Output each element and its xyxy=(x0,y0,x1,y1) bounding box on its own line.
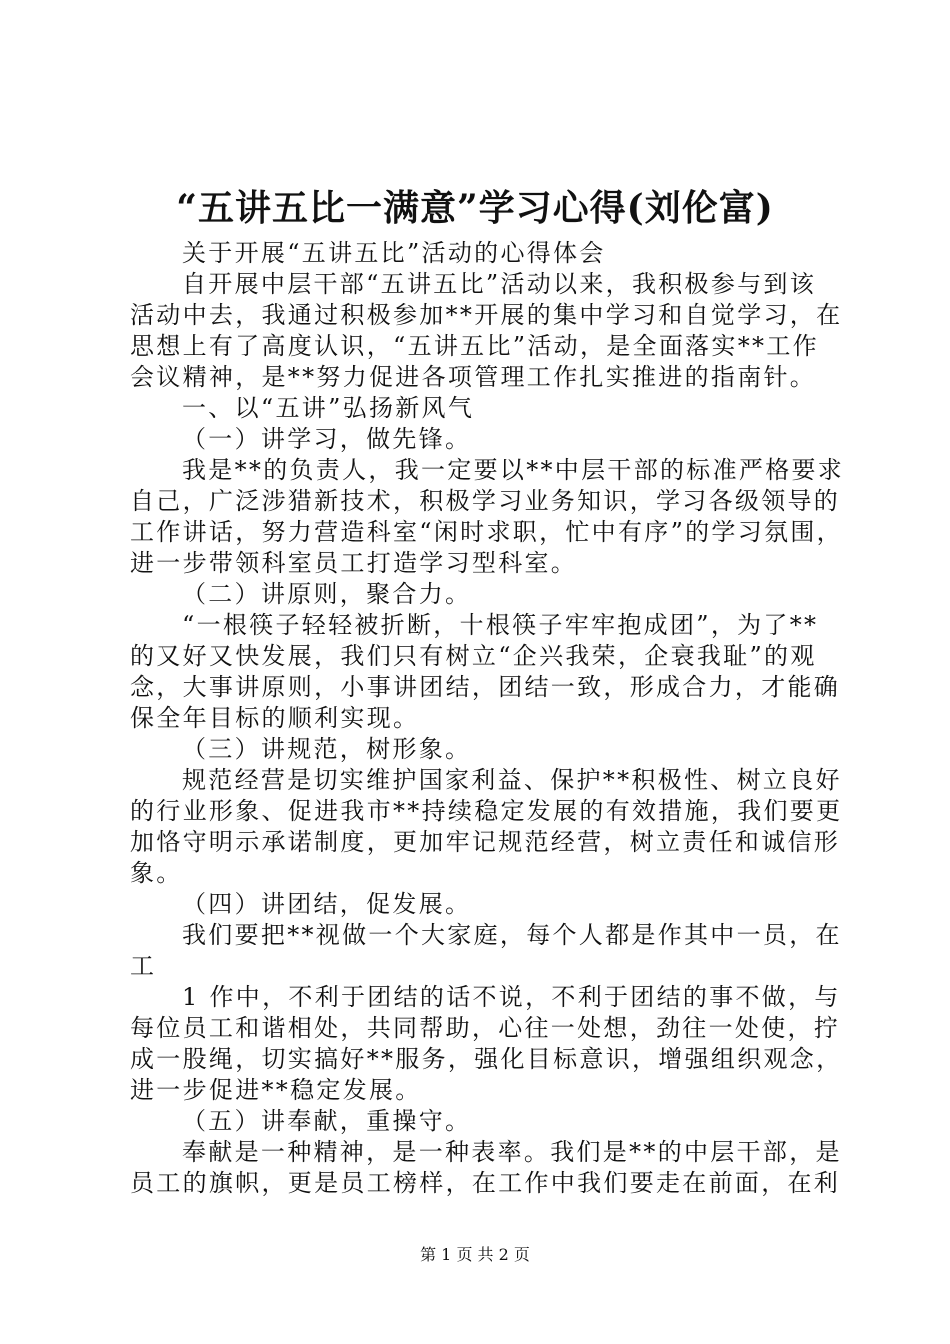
text-line: 进一步带领科室员工打造学习型科室。 xyxy=(130,549,578,577)
subsection-heading: （一）讲学习，做先锋。 xyxy=(182,425,472,453)
subsection-heading: （四）讲团结，促发展。 xyxy=(182,890,472,918)
text-line: 思想上有了高度认识，“五讲五比”活动，是全面落实**工作 xyxy=(130,332,819,360)
text-line: 的行业形象、促进我市**持续稳定发展的有效措施，我们要更 xyxy=(130,797,843,825)
text-line: 我们要把**视做一个大家庭，每个人都是作其中一员，在 xyxy=(182,921,842,949)
text-line: 进一步促进**稳定发展。 xyxy=(130,1076,422,1104)
document-body xyxy=(130,238,845,1199)
text-line: 关于开展“五讲五比”活动的心得体会 xyxy=(182,239,606,267)
text-line: 自己，广泛涉猎新技术，积极学习业务知识，学习各级领导的 xyxy=(130,487,841,515)
text-line: 工 xyxy=(130,952,157,980)
subsection-heading: （三）讲规范，树形象。 xyxy=(182,735,472,763)
text-line: 象。 xyxy=(130,859,183,887)
text-line: 加恪守明示承诺制度，更加牢记规范经营，树立责任和诚信形 xyxy=(130,828,841,856)
section-heading: 一、以“五讲”弘扬新风气 xyxy=(182,394,475,422)
subsection-heading: （五）讲奉献，重操守。 xyxy=(182,1107,472,1135)
subsection-heading: （二）讲原则，聚合力。 xyxy=(182,580,472,608)
text-line: 自开展中层干部“五讲五比”活动以来，我积极参与到该 xyxy=(182,270,817,298)
text-line: 保全年目标的顺利实现。 xyxy=(130,704,420,732)
text-line: 成一股绳，切实搞好**服务，强化目标意识，增强组织观念， xyxy=(130,1045,843,1073)
document-title: “五讲五比一满意”学习心得(刘伦富) xyxy=(176,187,774,229)
text-line: 每位员工和谐相处，共同帮助，心往一处想，劲往一处使，拧 xyxy=(130,1014,841,1042)
text-line: 会议精神，是**努力促进各项管理工作扎实推进的指南针。 xyxy=(130,363,817,391)
text-line: 的又好又快发展，我们只有树立“企兴我荣，企衰我耻”的观 xyxy=(130,642,817,670)
text-line: 员工的旗帜，更是员工榜样，在工作中我们要走在前面，在利 xyxy=(130,1169,841,1197)
text-line: 奉献是一种精神，是一种表率。我们是**的中层干部，是 xyxy=(182,1138,842,1166)
text-line: 我是**的负责人，我一定要以**中层干部的标准严格要求 xyxy=(182,456,845,484)
text-line: 活动中去，我通过积极参加**开展的集中学习和自觉学习，在 xyxy=(130,301,843,329)
text-line: 工作讲话，努力营造科室“闲时求职，忙中有序”的学习氛围， xyxy=(130,518,843,546)
page-footer: 第 1 页 共 2 页 xyxy=(420,1245,530,1264)
text-line: 念，大事讲原则，小事讲团结，团结一致，形成合力，才能确 xyxy=(130,673,841,701)
text-line: 规范经营是切实维护国家利益、保护**积极性、树立良好 xyxy=(182,766,842,794)
text-line: “一根筷子轻轻被折断，十根筷子牢牢抱成团”，为了** xyxy=(182,611,819,639)
text-line: 1 作中，不利于团结的话不说，不利于团结的事不做，与 xyxy=(182,983,841,1011)
